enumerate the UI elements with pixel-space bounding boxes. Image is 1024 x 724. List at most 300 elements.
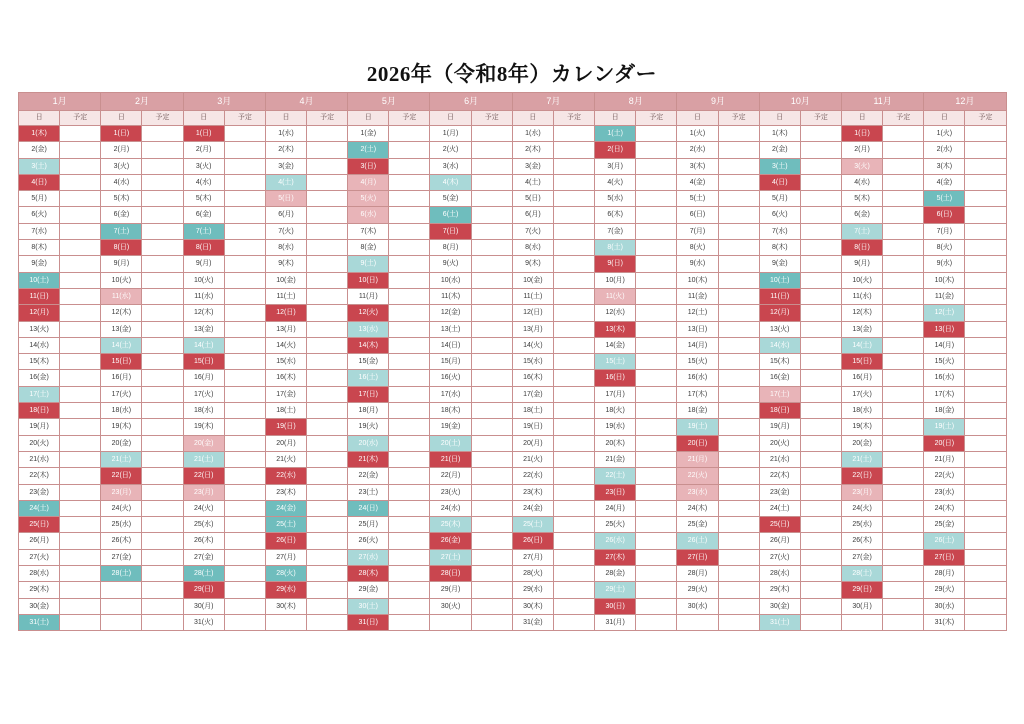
plan-cell[interactable] [636,598,677,614]
plan-cell[interactable] [60,419,101,435]
plan-cell[interactable] [965,386,1006,402]
plan-cell[interactable] [800,533,841,549]
plan-cell[interactable] [553,174,594,190]
plan-cell[interactable] [471,500,512,516]
plan-cell[interactable] [471,288,512,304]
plan-cell[interactable] [307,468,348,484]
plan-cell[interactable] [471,403,512,419]
plan-cell[interactable] [307,321,348,337]
plan-cell[interactable] [307,435,348,451]
plan-cell[interactable] [471,533,512,549]
plan-cell[interactable] [389,598,430,614]
plan-cell[interactable] [389,549,430,565]
plan-cell[interactable] [883,272,924,288]
plan-cell[interactable] [307,223,348,239]
plan-cell[interactable] [142,500,183,516]
plan-cell[interactable] [389,207,430,223]
plan-cell[interactable] [965,451,1006,467]
plan-cell[interactable] [553,582,594,598]
plan-cell[interactable] [965,484,1006,500]
plan-cell[interactable] [965,517,1006,533]
plan-cell[interactable] [389,174,430,190]
plan-cell[interactable] [636,174,677,190]
plan-cell[interactable] [471,598,512,614]
plan-cell[interactable] [718,191,759,207]
plan-cell[interactable] [471,484,512,500]
plan-cell[interactable] [636,158,677,174]
plan-cell[interactable] [224,386,265,402]
plan-cell[interactable] [389,566,430,582]
plan-cell[interactable] [883,549,924,565]
plan-cell[interactable] [471,354,512,370]
plan-cell[interactable] [471,370,512,386]
plan-cell[interactable] [883,337,924,353]
plan-cell[interactable] [965,598,1006,614]
plan-cell[interactable] [553,126,594,142]
plan-cell[interactable] [307,191,348,207]
plan-cell[interactable] [224,419,265,435]
plan-cell[interactable] [471,256,512,272]
plan-cell[interactable] [883,517,924,533]
plan-cell[interactable] [800,386,841,402]
plan-cell[interactable] [800,484,841,500]
plan-cell[interactable] [883,174,924,190]
plan-cell[interactable] [553,158,594,174]
plan-cell[interactable] [636,386,677,402]
plan-cell[interactable] [965,256,1006,272]
plan-cell[interactable] [800,370,841,386]
plan-cell[interactable] [224,223,265,239]
plan-cell[interactable] [965,305,1006,321]
plan-cell[interactable] [471,142,512,158]
plan-cell[interactable] [60,321,101,337]
plan-cell[interactable] [471,305,512,321]
plan-cell[interactable] [965,321,1006,337]
plan-cell[interactable] [142,386,183,402]
plan-cell[interactable] [389,419,430,435]
plan-cell[interactable] [718,419,759,435]
plan-cell[interactable] [636,549,677,565]
plan-cell[interactable] [389,142,430,158]
plan-cell[interactable] [389,386,430,402]
plan-cell[interactable] [636,191,677,207]
plan-cell[interactable] [718,386,759,402]
plan-cell[interactable] [224,354,265,370]
plan-cell[interactable] [553,321,594,337]
plan-cell[interactable] [965,337,1006,353]
plan-cell[interactable] [307,288,348,304]
plan-cell[interactable] [965,582,1006,598]
plan-cell[interactable] [307,451,348,467]
plan-cell[interactable] [307,272,348,288]
plan-cell[interactable] [553,305,594,321]
plan-cell[interactable] [60,370,101,386]
plan-cell[interactable] [224,549,265,565]
plan-cell[interactable] [60,582,101,598]
plan-cell[interactable] [800,337,841,353]
plan-cell[interactable] [718,468,759,484]
plan-cell[interactable] [636,207,677,223]
plan-cell[interactable] [389,500,430,516]
plan-cell[interactable] [718,533,759,549]
plan-cell[interactable] [142,337,183,353]
plan-cell[interactable] [60,126,101,142]
plan-cell[interactable] [60,207,101,223]
plan-cell[interactable] [142,435,183,451]
plan-cell[interactable] [60,484,101,500]
plan-cell[interactable] [800,158,841,174]
plan-cell[interactable] [142,566,183,582]
plan-cell[interactable] [60,305,101,321]
plan-cell[interactable] [636,517,677,533]
plan-cell[interactable] [800,207,841,223]
plan-cell[interactable] [800,305,841,321]
plan-cell[interactable] [965,223,1006,239]
plan-cell[interactable] [224,484,265,500]
plan-cell[interactable] [800,403,841,419]
plan-cell[interactable] [224,288,265,304]
plan-cell[interactable] [471,435,512,451]
plan-cell[interactable] [224,500,265,516]
plan-cell[interactable] [389,468,430,484]
plan-cell[interactable] [307,500,348,516]
plan-cell[interactable] [636,337,677,353]
plan-cell[interactable] [60,598,101,614]
plan-cell[interactable] [307,174,348,190]
plan-cell[interactable] [471,126,512,142]
plan-cell[interactable] [883,566,924,582]
plan-cell[interactable] [142,191,183,207]
plan-cell[interactable] [553,142,594,158]
plan-cell[interactable] [224,370,265,386]
plan-cell[interactable] [800,598,841,614]
plan-cell[interactable] [718,517,759,533]
plan-cell[interactable] [142,207,183,223]
plan-cell[interactable] [60,451,101,467]
plan-cell[interactable] [224,533,265,549]
plan-cell[interactable] [883,126,924,142]
plan-cell[interactable] [307,142,348,158]
plan-cell[interactable] [718,403,759,419]
plan-cell[interactable] [60,517,101,533]
plan-cell[interactable] [142,126,183,142]
plan-cell[interactable] [553,533,594,549]
plan-cell[interactable] [389,533,430,549]
plan-cell[interactable] [965,142,1006,158]
plan-cell[interactable] [142,403,183,419]
plan-cell[interactable] [389,337,430,353]
plan-cell[interactable] [142,240,183,256]
plan-cell[interactable] [142,305,183,321]
plan-cell[interactable] [636,223,677,239]
plan-cell[interactable] [224,582,265,598]
plan-cell[interactable] [800,614,841,630]
plan-cell[interactable] [307,419,348,435]
plan-cell[interactable] [883,435,924,451]
plan-cell[interactable] [718,126,759,142]
plan-cell[interactable] [800,500,841,516]
plan-cell[interactable] [965,435,1006,451]
plan-cell[interactable] [553,500,594,516]
plan-cell[interactable] [883,158,924,174]
plan-cell[interactable] [389,158,430,174]
plan-cell[interactable] [471,321,512,337]
plan-cell[interactable] [471,517,512,533]
plan-cell[interactable] [800,191,841,207]
plan-cell[interactable] [636,451,677,467]
plan-cell[interactable] [800,354,841,370]
plan-cell[interactable] [471,582,512,598]
plan-cell[interactable] [883,582,924,598]
plan-cell[interactable] [389,272,430,288]
plan-cell[interactable] [224,207,265,223]
plan-cell[interactable] [553,403,594,419]
plan-cell[interactable] [718,337,759,353]
plan-cell[interactable] [471,451,512,467]
plan-cell[interactable] [883,191,924,207]
plan-cell[interactable] [389,354,430,370]
plan-cell[interactable] [142,158,183,174]
plan-cell[interactable] [965,549,1006,565]
plan-cell[interactable] [883,370,924,386]
plan-cell[interactable] [883,451,924,467]
plan-cell[interactable] [965,191,1006,207]
plan-cell[interactable] [471,158,512,174]
plan-cell[interactable] [60,468,101,484]
plan-cell[interactable] [636,403,677,419]
plan-cell[interactable] [636,484,677,500]
plan-cell[interactable] [965,403,1006,419]
plan-cell[interactable] [965,207,1006,223]
plan-cell[interactable] [965,533,1006,549]
plan-cell[interactable] [718,484,759,500]
plan-cell[interactable] [636,256,677,272]
plan-cell[interactable] [142,468,183,484]
plan-cell[interactable] [60,223,101,239]
plan-cell[interactable] [471,272,512,288]
plan-cell[interactable] [389,370,430,386]
plan-cell[interactable] [60,500,101,516]
plan-cell[interactable] [718,272,759,288]
plan-cell[interactable] [800,142,841,158]
plan-cell[interactable] [553,386,594,402]
plan-cell[interactable] [60,403,101,419]
plan-cell[interactable] [553,207,594,223]
plan-cell[interactable] [883,142,924,158]
plan-cell[interactable] [718,223,759,239]
plan-cell[interactable] [389,517,430,533]
plan-cell[interactable] [553,288,594,304]
plan-cell[interactable] [718,566,759,582]
plan-cell[interactable] [60,174,101,190]
plan-cell[interactable] [471,207,512,223]
plan-cell[interactable] [636,370,677,386]
plan-cell[interactable] [553,451,594,467]
plan-cell[interactable] [800,272,841,288]
plan-cell[interactable] [718,354,759,370]
plan-cell[interactable] [389,435,430,451]
plan-cell[interactable] [883,419,924,435]
plan-cell[interactable] [142,484,183,500]
plan-cell[interactable] [965,500,1006,516]
plan-cell[interactable] [60,191,101,207]
plan-cell[interactable] [800,566,841,582]
plan-cell[interactable] [636,533,677,549]
plan-cell[interactable] [883,223,924,239]
plan-cell[interactable] [224,403,265,419]
plan-cell[interactable] [718,500,759,516]
plan-cell[interactable] [60,256,101,272]
plan-cell[interactable] [883,288,924,304]
plan-cell[interactable] [389,403,430,419]
plan-cell[interactable] [389,223,430,239]
plan-cell[interactable] [389,288,430,304]
plan-cell[interactable] [307,370,348,386]
plan-cell[interactable] [800,468,841,484]
plan-cell[interactable] [553,354,594,370]
plan-cell[interactable] [883,354,924,370]
plan-cell[interactable] [224,158,265,174]
plan-cell[interactable] [965,272,1006,288]
plan-cell[interactable] [224,305,265,321]
plan-cell[interactable] [307,126,348,142]
plan-cell[interactable] [307,403,348,419]
plan-cell[interactable] [800,288,841,304]
plan-cell[interactable] [471,468,512,484]
plan-cell[interactable] [60,337,101,353]
plan-cell[interactable] [553,419,594,435]
plan-cell[interactable] [471,337,512,353]
plan-cell[interactable] [883,256,924,272]
plan-cell[interactable] [965,288,1006,304]
plan-cell[interactable] [224,126,265,142]
plan-cell[interactable] [60,386,101,402]
plan-cell[interactable] [553,598,594,614]
plan-cell[interactable] [307,549,348,565]
plan-cell[interactable] [553,370,594,386]
plan-cell[interactable] [636,272,677,288]
plan-cell[interactable] [142,321,183,337]
plan-cell[interactable] [718,158,759,174]
plan-cell[interactable] [883,240,924,256]
plan-cell[interactable] [60,354,101,370]
plan-cell[interactable] [224,468,265,484]
plan-cell[interactable] [224,321,265,337]
plan-cell[interactable] [307,240,348,256]
plan-cell[interactable] [142,533,183,549]
plan-cell[interactable] [636,582,677,598]
plan-cell[interactable] [636,468,677,484]
plan-cell[interactable] [60,142,101,158]
plan-cell[interactable] [307,484,348,500]
plan-cell[interactable] [60,240,101,256]
plan-cell[interactable] [553,566,594,582]
plan-cell[interactable] [718,582,759,598]
plan-cell[interactable] [389,126,430,142]
plan-cell[interactable] [307,256,348,272]
plan-cell[interactable] [965,370,1006,386]
plan-cell[interactable] [636,354,677,370]
plan-cell[interactable] [800,321,841,337]
plan-cell[interactable] [553,517,594,533]
plan-cell[interactable] [224,435,265,451]
plan-cell[interactable] [636,419,677,435]
plan-cell[interactable] [718,435,759,451]
plan-cell[interactable] [60,435,101,451]
plan-cell[interactable] [718,305,759,321]
plan-cell[interactable] [636,142,677,158]
plan-cell[interactable] [224,337,265,353]
plan-cell[interactable] [636,500,677,516]
plan-cell[interactable] [60,614,101,630]
plan-cell[interactable] [307,386,348,402]
plan-cell[interactable] [965,126,1006,142]
plan-cell[interactable] [636,321,677,337]
plan-cell[interactable] [718,451,759,467]
plan-cell[interactable] [224,256,265,272]
plan-cell[interactable] [389,256,430,272]
plan-cell[interactable] [965,614,1006,630]
plan-cell[interactable] [636,240,677,256]
plan-cell[interactable] [553,614,594,630]
plan-cell[interactable] [142,174,183,190]
plan-cell[interactable] [307,582,348,598]
plan-cell[interactable] [553,468,594,484]
plan-cell[interactable] [224,191,265,207]
plan-cell[interactable] [718,256,759,272]
plan-cell[interactable] [142,272,183,288]
plan-cell[interactable] [800,517,841,533]
plan-cell[interactable] [224,451,265,467]
plan-cell[interactable] [142,223,183,239]
plan-cell[interactable] [60,566,101,582]
plan-cell[interactable] [471,240,512,256]
plan-cell[interactable] [718,549,759,565]
plan-cell[interactable] [60,549,101,565]
plan-cell[interactable] [389,614,430,630]
plan-cell[interactable] [389,240,430,256]
plan-cell[interactable] [965,354,1006,370]
plan-cell[interactable] [307,337,348,353]
plan-cell[interactable] [553,435,594,451]
plan-cell[interactable] [471,223,512,239]
plan-cell[interactable] [636,435,677,451]
plan-cell[interactable] [883,468,924,484]
plan-cell[interactable] [224,598,265,614]
plan-cell[interactable] [883,386,924,402]
plan-cell[interactable] [307,354,348,370]
plan-cell[interactable] [142,256,183,272]
plan-cell[interactable] [800,419,841,435]
plan-cell[interactable] [471,386,512,402]
plan-cell[interactable] [800,174,841,190]
plan-cell[interactable] [718,321,759,337]
plan-cell[interactable] [883,305,924,321]
plan-cell[interactable] [800,223,841,239]
plan-cell[interactable] [965,174,1006,190]
plan-cell[interactable] [224,272,265,288]
plan-cell[interactable] [718,142,759,158]
plan-cell[interactable] [553,272,594,288]
plan-cell[interactable] [142,517,183,533]
plan-cell[interactable] [389,582,430,598]
plan-cell[interactable] [718,240,759,256]
plan-cell[interactable] [800,240,841,256]
plan-cell[interactable] [389,191,430,207]
plan-cell[interactable] [471,174,512,190]
plan-cell[interactable] [800,435,841,451]
plan-cell[interactable] [883,533,924,549]
